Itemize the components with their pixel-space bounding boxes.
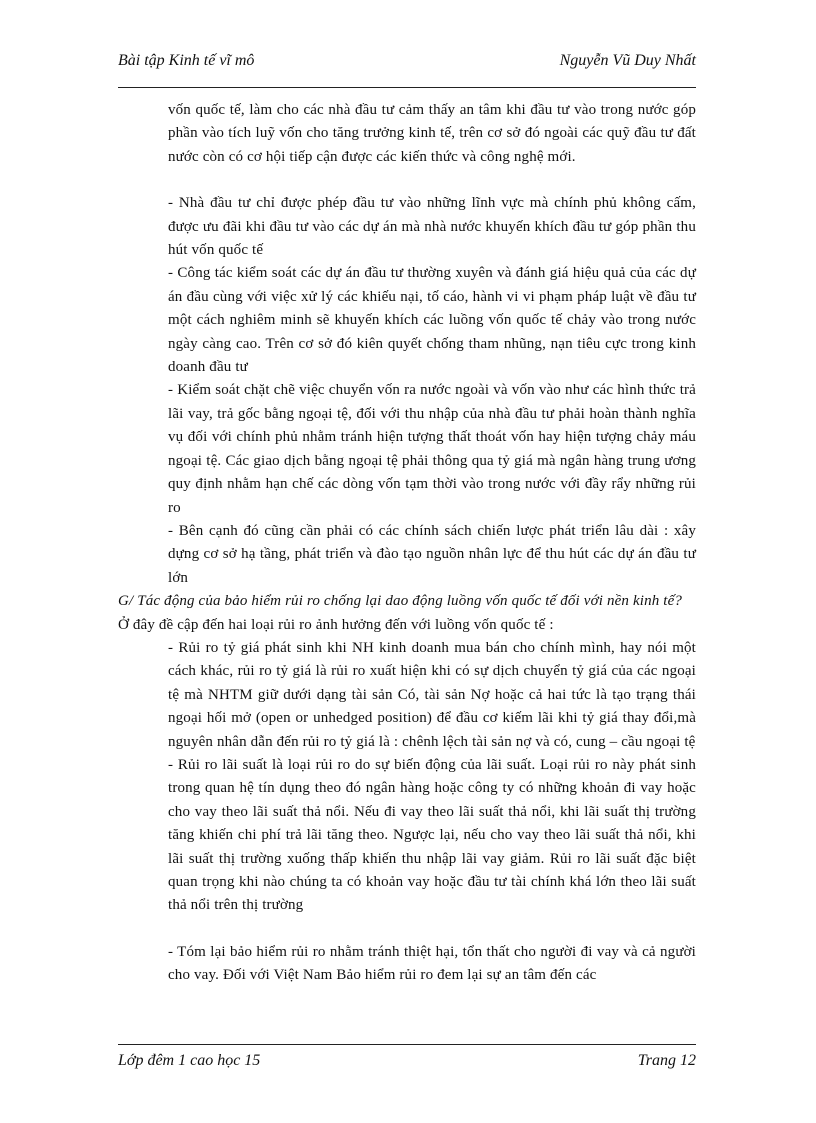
header-author: Nguyễn Vũ Duy Nhất bbox=[559, 52, 696, 69]
paragraph: vốn quốc tế, làm cho các nhà đầu tư cảm thấy an tâm khi đầu tư vào trong nước góp phần vào tích luỹ vốn cho tăng trưởng kinh tế, trên cơ sở đó ngoài các quỹ đầu tư đất nước còn có cơ hội tiếp cận được các kiến thức và công nghệ mới. bbox=[168, 102, 696, 165]
paragraph: Ở đây đề cập đến hai loại rủi ro ảnh hưởng đến với luồng vốn quốc tế : bbox=[118, 616, 554, 633]
page-number: Trang 12 bbox=[637, 1052, 696, 1069]
paragraph: - Tóm lại bảo hiểm rủi ro nhằm tránh thiệt hại, tổn thất cho người đi vay và cả người cho vay. Đối với Việt Nam Bảo hiểm rủi ro đem lại sự an tâm đến các bbox=[168, 943, 696, 984]
spacer bbox=[118, 169, 696, 192]
page-body bbox=[118, 99, 696, 988]
paragraph: - Công tác kiểm soát các dự án đầu tư thường xuyên và đánh giá hiệu quả của các dự án đầu cùng với việc xử lý các khiếu nại, tố cáo, hành vi vi phạm pháp luật về đầu tư một cách nghiêm minh sẽ khuyến khích các luồng vốn quốc tế chảy vào trong nước ngày càng cao. Trên cơ sở đó kiên quyết chống tham nhũng, nạn tiêu cực trong kinh doanh đầu tư bbox=[168, 265, 696, 376]
header-title: Bài tập Kinh tế vĩ mô bbox=[118, 52, 255, 69]
footer-class: Lớp đêm 1 cao học 15 bbox=[118, 1052, 261, 1069]
paragraph: - Kiểm soát chặt chẽ việc chuyển vốn ra nước ngoài và vốn vào như các hình thức trả lãi vay, trả gốc bằng ngoại tệ, đối với thu nhập của nhà đầu tư phải hoàn thành nghĩa vụ đối với chính phủ nhằm tránh hiện tượng thất thoát vốn hay hiện tượng chảy máu ngoại tệ. Các giao dịch bằng ngoại tệ phải thông qua tỷ giá mà ngân hàng trung ương quy định nhằm hạn chế các dòng vốn tạm thời vào trong nước với đầy rẩy những rủi ro bbox=[168, 382, 696, 516]
page-footer bbox=[118, 1052, 696, 1078]
spacer bbox=[118, 918, 696, 941]
paragraph: - Bên cạnh đó cũng cần phải có các chính sách chiến lược phát triển lâu dài : xây dựng cơ sở hạ tầng, phát triển và đào tạo nguồn nhân lực để thu hút các dự án đầu tư lớn bbox=[168, 522, 696, 586]
paragraph: - Rủi ro tỷ giá phát sinh khi NH kinh doanh mua bán cho chính mình, hay nói một cách khác, rủi ro tỷ giá là rủi ro xuất hiện khi có sự dịch chuyển tỷ giá của các ngoại tệ mà NHTM giữ dưới dạng tài sản Có, tài sản Nợ hoặc cả hai tức là tạo trạng thái ngoại hối mở (open or unhedged position) để đầu cơ kiếm lãi khi tỷ giá thay đổi,mà nguyên nhân dẫn đến rủi ro tỷ giá là : chênh lệch tài sản nợ và có, cung – cầu ngoại tệ bbox=[168, 639, 696, 750]
paragraph: - Rủi ro lãi suất là loại rủi ro do sự biến động của lãi suất. Loại rủi ro này phát sinh trong quan hệ tín dụng theo đó ngân hàng hoặc công ty có những khoản đi vay hoặc cho vay theo lãi suất thả nổi. Nếu đi vay theo lãi suất thả nổi, khi lãi suất thị trường tăng khiến chi phí trả lãi tăng theo. Ngược lại, nếu cho vay theo lãi suất thả nổi, khi lãi suất thị trường xuống thấp khiến thu nhập lãi vay giảm. Rủi ro lãi suất đặc biệt quan trọng khi nào chúng ta có khoản vay hoặc đầu tư tài chính khá lớn theo lãi suất thả nổi trên thị trường bbox=[168, 756, 696, 914]
header-rule bbox=[118, 87, 696, 88]
paragraph: - Nhà đầu tư chỉ được phép đầu tư vào những lĩnh vực mà chính phủ không cấm, được ưu đãi khi đầu tư vào các dự án mà nhà nước khuyến khích đầu tư góp phần thu hút vốn quốc tế bbox=[168, 195, 696, 259]
footer-rule bbox=[118, 1044, 696, 1045]
section-heading: G/ Tác động của bảo hiểm rủi ro chống lại dao động luồng vốn quốc tế đối với nền kinh tế? bbox=[118, 593, 683, 610]
page-header bbox=[118, 52, 696, 78]
